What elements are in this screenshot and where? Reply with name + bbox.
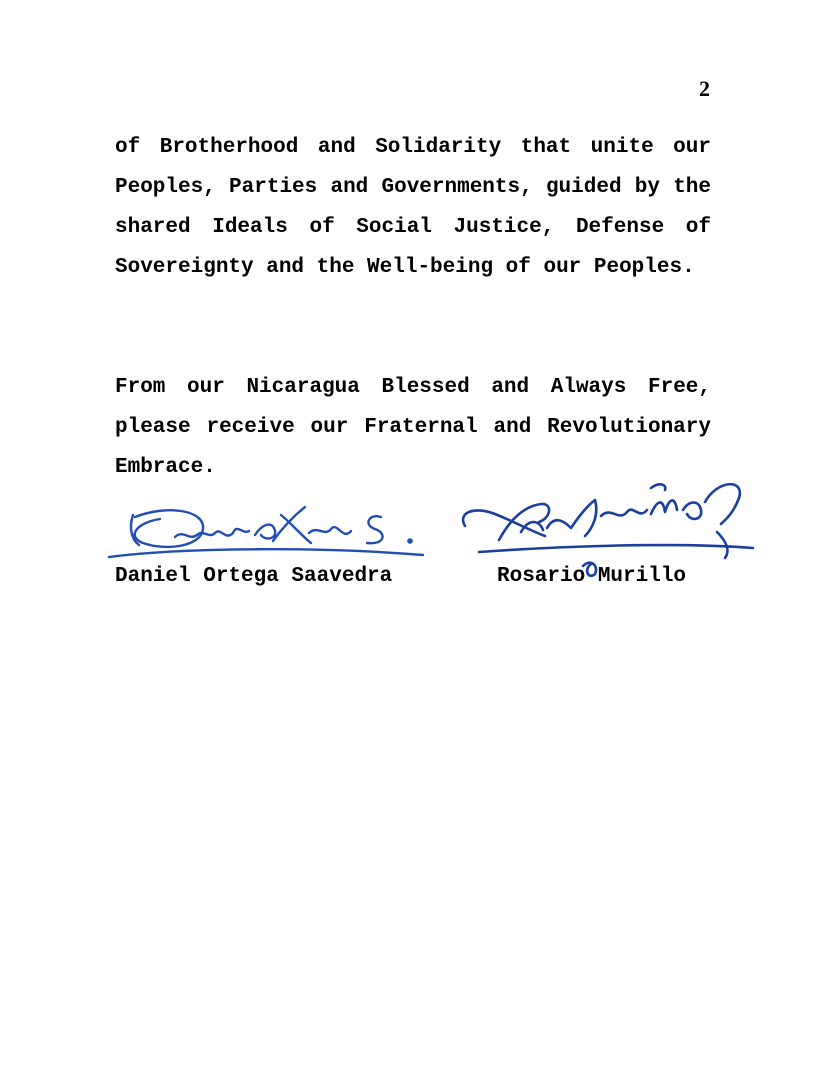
signer-name-ortega: Daniel Ortega Saavedra (115, 565, 393, 588)
signer-name-murillo: Rosario Murillo (497, 565, 687, 588)
signature-ortega (105, 495, 430, 565)
letter-closing-paragraph: From our Nicaragua Blessed and Always Free, please receive our Fraternal and Revolutionary Embrace. (115, 376, 711, 479)
page-number: 2 (699, 76, 710, 101)
letter-paragraph: of Brotherhood and Solidarity that unite our Peoples, Parties and Governments, guided by the shared Ideals of Social Justice, Defense of Sovereignty and the Well-being of our Peoples. (115, 136, 711, 279)
